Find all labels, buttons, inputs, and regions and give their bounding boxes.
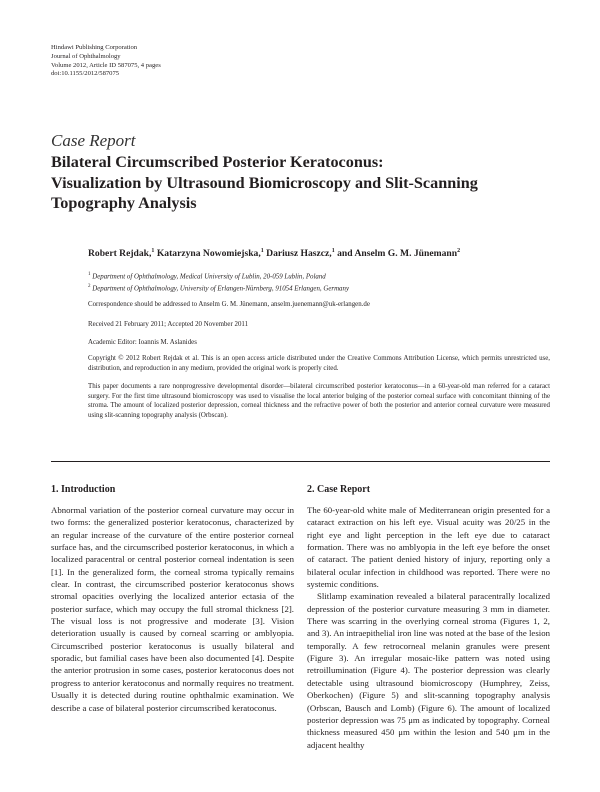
introduction-paragraph: Abnormal variation of the posterior corneal curvature may occur in two forms: the generalized posterior keratoconus, characterized by an regular increase of the curvature of the entire posterior corneal surface has, and the circumscribed posterior keratoconus, in which a localized paracentral or central posterior corneal indentation is seen [1]. In the generalized form, the corneal stroma typically remains clear. In contrast, the circumscribed posterior keratoconus shows stromal opacities overlying the localized anterior ectasia of the posterior surface, which may occupy the full stromal thickness [2]. The visual loss is not progressive and moderate [3]. Vision deterioration usually is caused by corneal scarring or amblyopia. Circumscribed posterior keratoconus is usually bilateral and sporadic, but familial cases have been also documented [4]. Despite the anterior protrusion in some cases, posterior keratoconus does not progress to anterior keratoconus and normally requires no treatment. Usually it is detected during routine ophthalmic examination. We describe a case of bilateral posterior circumscribed keratoconus.: [51, 505, 294, 713]
affiliation-text: Department of Ophthalmology, Medical University of Lublin, 20-059 Lublin, Poland: [92, 273, 326, 281]
doi: doi:10.1155/2012/587075: [51, 70, 120, 78]
case-report-column: [307, 504, 550, 751]
author-name: and Anselm G. M. Jünemann: [337, 248, 458, 260]
author-name: Katarzyna Nowomiejska,: [156, 248, 261, 260]
title-line: Topography Analysis: [51, 194, 197, 212]
title-line: Visualization by Ultrasound Biomicroscopy and Slit-Scanning: [51, 173, 478, 192]
copyright-notice: Copyright © 2012 Robert Rejdak et al. This is an open access article distributed under the Creative Commons Attribution License, which permits unrestricted use, distribution, and reproduction in any medium, provided the original work is properly cited.: [88, 355, 550, 372]
case-report-heading: 2. Case Report: [307, 484, 371, 495]
affiliation-text: Department of Ophthalmology, University of Erlangen-Nürnberg, 91054 Erlangen, Germany: [92, 285, 350, 293]
volume-info: Volume 2012, Article ID 587075, 4 pages: [51, 61, 161, 69]
introduction-heading: 1. Introduction: [51, 484, 116, 495]
case-report-paragraph: The 60-year-old white male of Mediterranean origin presented for a cataract extraction on his left eye. Visual acuity was 20/25 in the right eye and light perception in the left eye due to cataract formation. There was no amblyopia in the left eye before the onset of cataract. The patient denied history of injury, reporting only a bilateral ocular infection in childhood was reported. There were no systemic conditions.: [307, 505, 550, 590]
abstract: This paper documents a rare nonprogressive developmental disorder—bilateral circumscribed posterior keratoconus—in a 60-year-old man referred for a cataract surgery. For the first time ultrasound biomicroscopy was used to visualise the local anterior bulging of the posterior corneal surface with concomitant thinning of the stroma. The amount of localized posterior depression, corneal thickness and the refractive power of both the posterior and anterior corneal curvature were measured using slit-scanning topography analysis (Orbscan).: [88, 383, 550, 419]
author-affiliation-mark: 1: [260, 248, 264, 254]
affiliation: [88, 282, 550, 294]
author-affiliation-mark: 1: [151, 248, 155, 254]
author-list: [88, 248, 460, 259]
affiliation: [88, 270, 550, 282]
publisher: Hindawi Publishing Corporation: [51, 44, 138, 51]
section-divider: [51, 461, 550, 462]
author-affiliation-mark: 2: [457, 248, 461, 254]
received-dates: Received 21 February 2011; Accepted 20 November 2011: [88, 321, 249, 328]
author-affiliation-mark: 1: [331, 248, 335, 254]
introduction-column: [51, 504, 294, 714]
affiliations: [88, 270, 550, 294]
title-line: Bilateral Circumscribed Posterior Keratoconus:: [51, 153, 384, 171]
article-type: Case Report: [51, 131, 136, 150]
journal-name: Journal of Ophthalmology: [51, 52, 121, 60]
correspondence: Correspondence should be addressed to Anselm G. M. Jünemann, anselm.juenemann@uk-erlangen.de: [88, 301, 370, 308]
article-title: [51, 152, 571, 214]
author-name: Robert Rejdak,: [88, 248, 152, 260]
academic-editor: Academic Editor: Ioannis M. Aslanides: [88, 339, 197, 346]
affiliation-mark: 1: [88, 272, 91, 277]
author-name: Dariusz Haszcz,: [266, 248, 332, 260]
affiliation-mark: 2: [88, 283, 91, 289]
journal-header: [51, 44, 161, 79]
case-report-paragraph: Slitlamp examination revealed a bilateral paracentrally localized depression of the posterior curvature measuring 3 mm in diameter. There was scarring in the overlying corneal stroma (Figures 1, 2, and 3). An intraepithelial iron line was noted at the base of the lesion temporally. A few retrocorneal melanin granules were present (Figure 3). An irregular mosaic-like pattern was noted using retroillumination (Figure 4). The posterior depression was clearly detectable using ultrasound biomicroscopy (Humphrey, Zeiss, Oberkochen) (Figure 5) and slit-scanning topography analysis (Orbscan, Bausch and Lomb) (Figure 6). The amount of localized posterior depression was 75 μm as indicated by topography. Corneal thickness measured 450 μm within the lesion and 540 μm in the adjacent healthy: [307, 591, 550, 750]
